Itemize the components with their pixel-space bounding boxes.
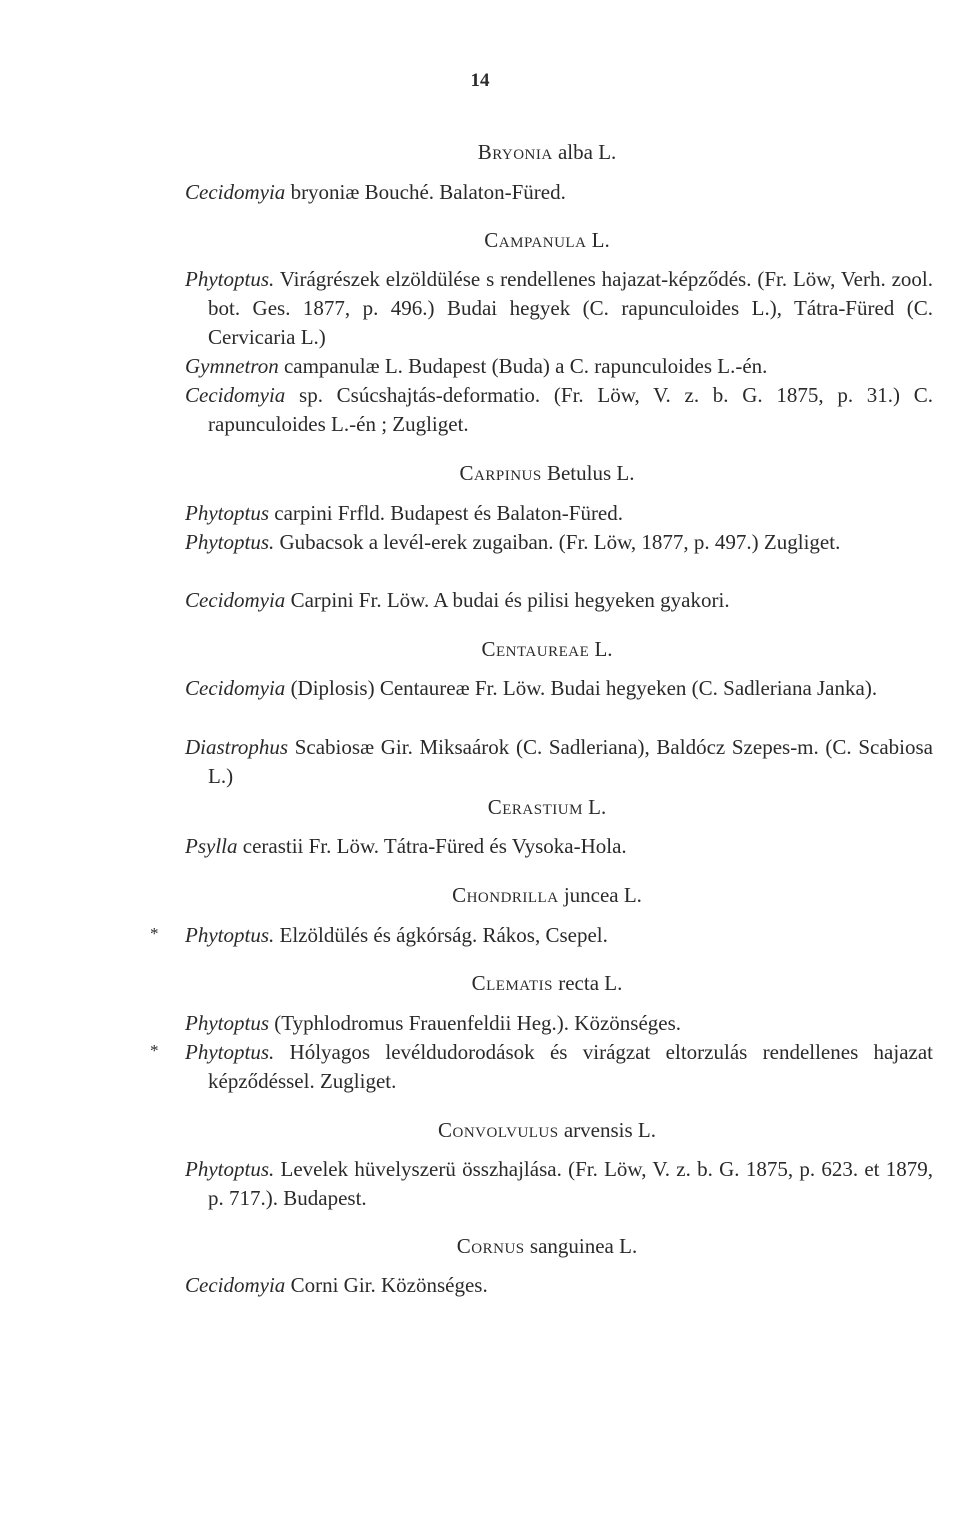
section-heading <box>0 140 960 165</box>
plant-species: juncea L. <box>563 883 642 907</box>
entry-text: (Typhlodromus Frauenfeldii Heg.). Közönséges. <box>269 1011 682 1035</box>
plant-species: L. <box>588 795 607 819</box>
section-heading <box>0 228 960 253</box>
species-entry <box>185 528 933 557</box>
entry-text: bryoniæ Bouché. Balaton-Füred. <box>285 180 566 204</box>
entry-text: Gubacsok a levél-erek zugaiban. (Fr. Löw, 1877, p. 497.) Zugliget. <box>274 530 841 554</box>
insect-genus: Phytoptus <box>185 501 269 525</box>
plant-species: L. <box>591 228 610 252</box>
insect-genus: Cecidomyia <box>185 1273 286 1297</box>
insect-genus: Diastrophus <box>185 735 289 759</box>
entry-text: cerastii Fr. Löw. Tátra-Füred és Vysoka-Hola. <box>237 834 627 858</box>
species-entry <box>185 265 933 352</box>
plant-genus: Centaureae <box>481 637 590 661</box>
plant-species: alba L. <box>557 140 617 164</box>
entry-text: Virágrészek elzöldülése s rendellenes hajazat-képződés. (Fr. Löw, Verh. zool. bot. Ges. 1877, p. 496.) Budai hegyek (C. rapunculoides L.), Tátra-Füred (C. Cervicaria L.) <box>208 267 933 349</box>
species-entry <box>185 586 933 615</box>
species-entry <box>185 832 933 861</box>
species-entry <box>185 733 933 791</box>
entry-text: Corni Gir. Közönséges. <box>285 1273 488 1297</box>
section-heading <box>0 883 960 908</box>
section-heading <box>0 1118 960 1143</box>
section-heading <box>0 637 960 662</box>
plant-species: arvensis L. <box>563 1118 657 1142</box>
section-heading <box>0 795 960 820</box>
species-entry <box>185 178 933 207</box>
entry-text: carpini Frfld. Budapest és Balaton-Füred. <box>269 501 624 525</box>
species-entry: * Phytoptus. Hólyagos levéldudorodások és virágzat eltorzulás rendellenes hajazat képződéssel. Zugliget. <box>150 1040 933 1093</box>
insect-genus: Cecidomyia <box>185 180 286 204</box>
plant-genus: Bryonia <box>477 140 553 164</box>
insect-genus: Cecidomyia <box>185 676 286 700</box>
insect-genus: Phytoptus. <box>185 923 275 947</box>
section-heading <box>0 461 960 486</box>
page-number: 14 <box>470 70 490 91</box>
plant-species: L. <box>594 637 613 661</box>
species-entry <box>185 352 933 381</box>
entry-text: (Diplosis) Centaureæ Fr. Löw. Budai hegyeken (C. Sadleriana Janka). <box>285 676 878 700</box>
species-entry <box>185 499 933 528</box>
insect-genus: Cecidomyia <box>185 383 286 407</box>
entry-text: sp. Csúcshajtás-deformatio. (Fr. Löw, V. z. b. G. 1875, p. 31.) C. rapunculoides L.-én ; Zugliget. <box>208 383 933 436</box>
insect-genus: Phytoptus <box>185 1011 269 1035</box>
entry-text: Elzöldülés és ágkórság. Rákos, Csepel. <box>274 923 608 947</box>
plant-species: sanguinea L. <box>529 1234 638 1258</box>
plant-genus: Cornus <box>456 1234 525 1258</box>
species-entry <box>185 381 933 439</box>
entry-text: campanulæ L. Budapest (Buda) a C. rapunculoides L.-én. <box>278 354 768 378</box>
entry-text: Hólyagos levéldudorodások és virágzat eltorzulás rendellenes hajazat képződéssel. Zugliget. <box>208 1040 933 1093</box>
section-heading <box>0 1234 960 1259</box>
plant-genus: Clematis <box>471 971 553 995</box>
insect-genus: Phytoptus. <box>185 267 275 291</box>
plant-genus: Cerastium <box>487 795 583 819</box>
plant-species: Betulus L. <box>546 461 635 485</box>
species-entry <box>185 674 933 703</box>
insect-genus: Phytoptus. <box>185 530 275 554</box>
entry-text: Levelek hüvelyszerü összhajlása. (Fr. Löw, V. z. b. G. 1875, p. 623. et 1879, p. 717.). Budapest. <box>208 1157 933 1210</box>
insect-genus: Phytoptus. <box>185 1157 275 1181</box>
insect-genus: Phytoptus. <box>185 1040 275 1064</box>
species-entry <box>185 1009 933 1038</box>
insect-genus: Psylla <box>185 834 238 858</box>
plant-genus: Carpinus <box>459 461 542 485</box>
entry-text: Scabiosæ Gir. Miksaárok (C. Sadleriana), Baldócz Szepes-m. (C. Scabiosa L.) <box>208 735 933 788</box>
insect-genus: Gymnetron <box>185 354 279 378</box>
plant-genus: Convolvulus <box>437 1118 559 1142</box>
entry-text: Carpini Fr. Löw. A budai és pilisi hegyeken gyakori. <box>285 588 730 612</box>
plant-genus: Campanula <box>484 228 587 252</box>
species-entry <box>185 1155 933 1213</box>
plant-genus: Chondrilla <box>452 883 559 907</box>
section-heading <box>0 971 960 996</box>
insect-genus: Cecidomyia <box>185 588 286 612</box>
species-entry: * Phytoptus. Elzöldülés és ágkórság. Rákos, Csepel. <box>150 923 608 947</box>
plant-species: recta L. <box>558 971 623 995</box>
species-entry <box>185 1271 933 1300</box>
